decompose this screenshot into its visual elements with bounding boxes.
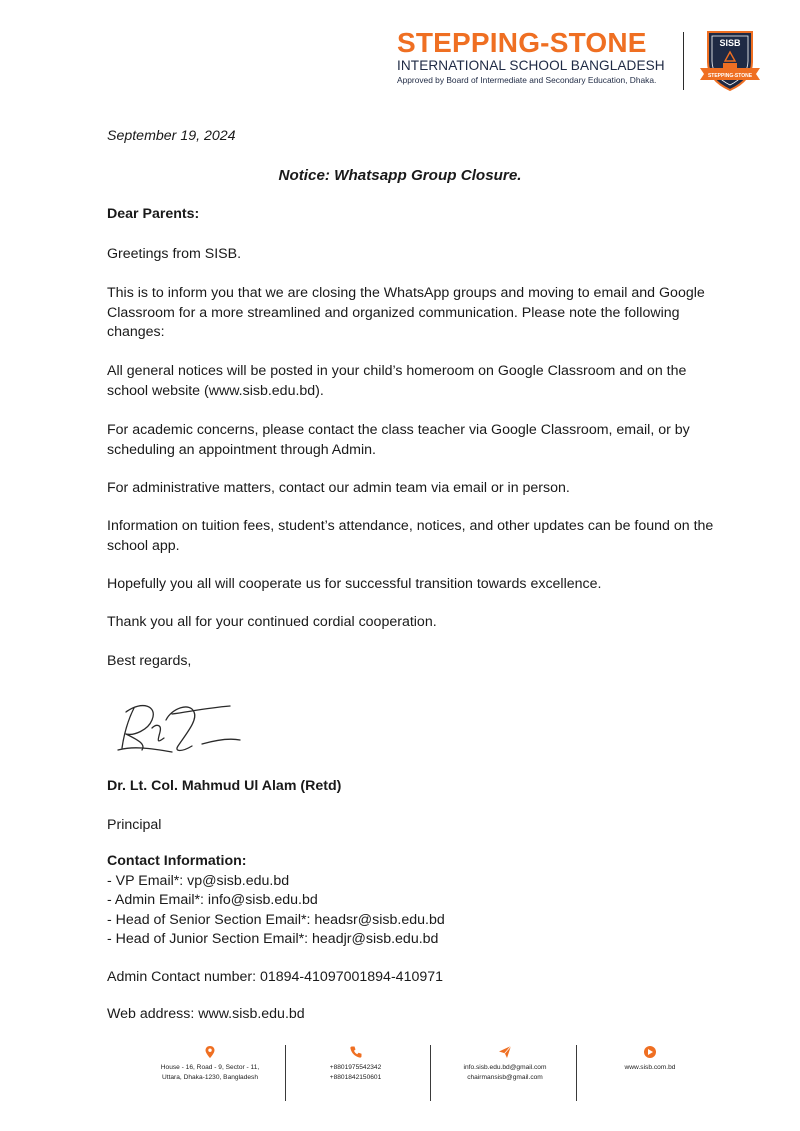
paragraph-thanks: Thank you all for your continued cordial cooperation. (107, 614, 437, 630)
footer-website (595, 1045, 705, 1073)
paragraph-academic: For academic concerns, please contact the class teacher via Google Classroom, email, or by scheduling an appointment through Admin. (107, 422, 690, 458)
school-brand (397, 28, 667, 86)
paragraph-intro: This is to inform you that we are closing the WhatsApp groups and moving to email and Google Classroom for a more streamlined and organized communication. Please note the following changes: (107, 285, 705, 340)
contact-junior-email: - Head of Junior Section Email*: headjr@sisb.edu.bd (107, 931, 439, 947)
greeting: Greetings from SISB. (107, 246, 242, 262)
footer-phone-2: +8801842150601 (329, 1074, 382, 1081)
paragraph-school-app: Information on tuition fees, student’s attendance, notices, and other updates can be found on the school app. (107, 518, 714, 554)
notice-subject: Notice: Whatsapp Group Closure. (278, 167, 522, 184)
contact-vp-email: - VP Email*: vp@sisb.edu.bd (107, 872, 290, 889)
paragraph-general-notices: All general notices will be posted in your child’s homeroom on Google Classroom and on the school website (www.sisb.edu.bd). (107, 363, 687, 399)
salutation: Dear Parents: (107, 206, 200, 222)
svg-text:SISB: SISB (719, 38, 741, 48)
contact-title: Contact Information: (107, 853, 247, 869)
signer-title: Principal (107, 817, 162, 833)
school-subtitle: INTERNATIONAL SCHOOL BANGLADESH (397, 58, 665, 73)
location-pin-icon (203, 1045, 217, 1059)
footer-divider (576, 1045, 577, 1101)
letterhead (0, 26, 800, 96)
approval-line: Approved by Board of Intermediate and Secondary Education, Dhaka. (397, 75, 657, 85)
footer-address-line-1: House - 16, Road - 9, Sector - 11, (160, 1064, 260, 1071)
contact-senior-email: - Head of Senior Section Email*: headsr@sisb.edu.bd (107, 911, 445, 928)
paragraph-administrative: For administrative matters, contact our admin team via email or in person. (107, 480, 570, 496)
web-address: Web address: www.sisb.edu.bd (107, 1006, 305, 1022)
letter-footer (0, 1045, 800, 1105)
footer-website-text: www.sisb.com.bd (624, 1064, 676, 1071)
footer-emails (440, 1045, 570, 1083)
contact-information (107, 852, 667, 1025)
phone-icon (349, 1045, 363, 1059)
paragraph-cooperation: Hopefully you all will cooperate us for successful transition towards excellence. (107, 576, 602, 592)
footer-email-2: chairmansisb@gmail.com (467, 1074, 543, 1081)
admin-contact-number: Admin Contact number: 01894-41097001894-410971 (107, 968, 444, 985)
footer-address (150, 1045, 270, 1083)
footer-address-line-2: Uttara, Dhaka-1230, Bangladesh (161, 1074, 259, 1081)
footer-email-1: info.sisb.edu.bd@gmail.com (463, 1064, 547, 1071)
header-divider (683, 32, 684, 90)
school-name: STEPPING-STONE (397, 27, 647, 58)
globe-icon (643, 1045, 657, 1059)
svg-text:STEPPING-STONE: STEPPING-STONE (707, 73, 753, 79)
footer-phone-1: +8801975542342 (329, 1064, 382, 1071)
principal-signature (112, 690, 252, 762)
letter-date: September 19, 2024 (107, 128, 236, 144)
footer-phones (298, 1045, 413, 1083)
footer-divider (430, 1045, 431, 1101)
send-icon (498, 1045, 512, 1059)
footer-divider (285, 1045, 286, 1101)
signer-name: Dr. Lt. Col. Mahmud Ul Alam (Retd) (107, 778, 342, 794)
school-crest-logo (698, 28, 762, 94)
closing: Best regards, (107, 653, 192, 669)
contact-admin-email: - Admin Email*: info@sisb.edu.bd (107, 892, 318, 908)
